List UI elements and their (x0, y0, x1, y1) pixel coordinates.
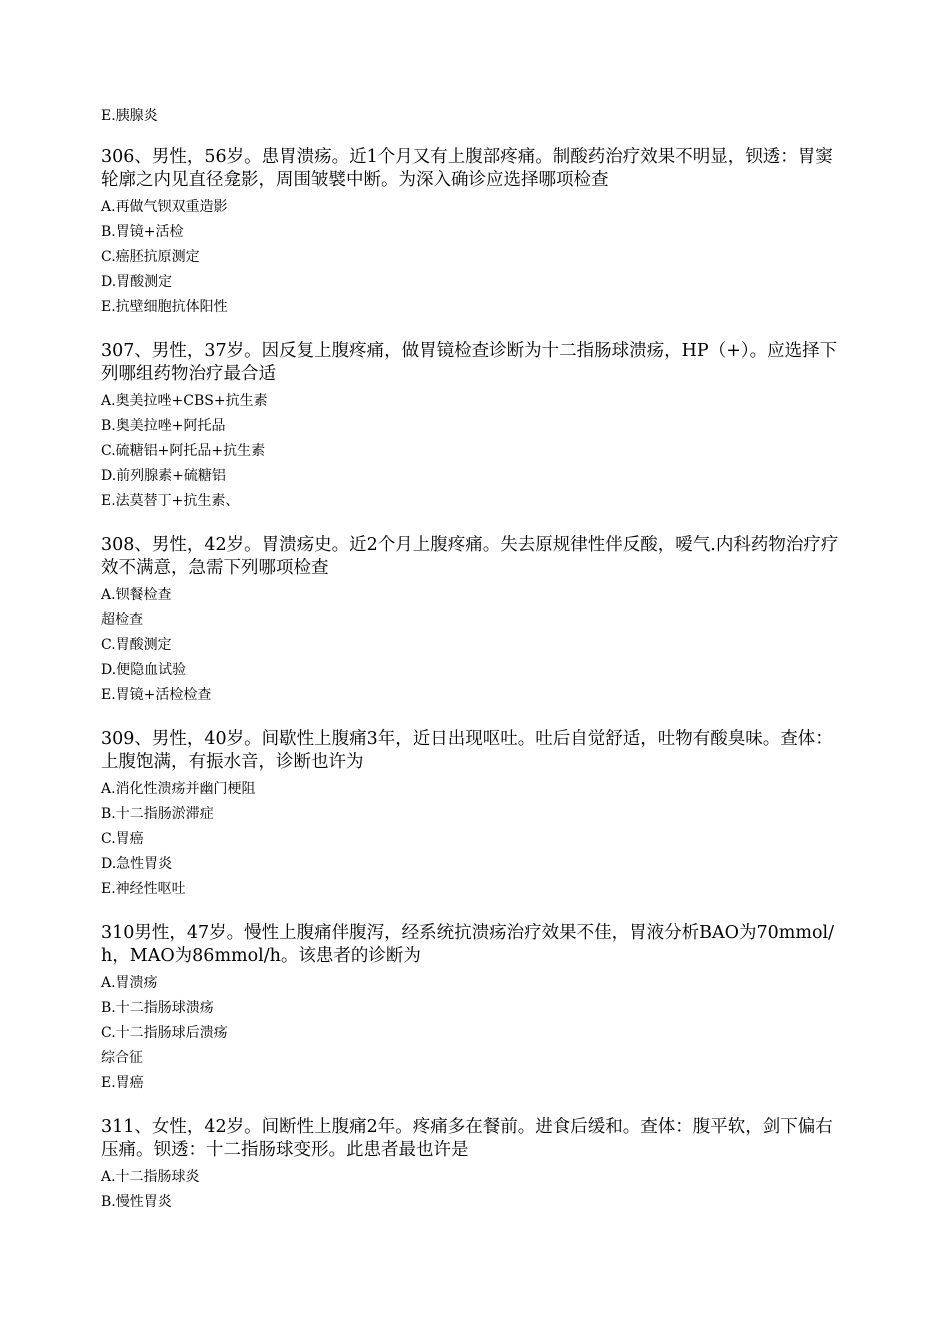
option-b: B.奥美拉唑+阿托品 (101, 418, 226, 434)
option-d: D.胃酸测定 (101, 274, 173, 290)
question-stem: 307、男性，37岁。因反复上腹疼痛，做胃镜检查诊断为十二指肠球溃疡，HP（+）。应选择下列哪组药物治疗最合适 (101, 341, 838, 384)
option-list (101, 971, 841, 1096)
option-e: E.法莫替丁+抗生素、 (101, 493, 240, 509)
option-b: B.十二指肠淤滞症 (101, 806, 214, 822)
option-a: A.十二指肠球炎 (101, 1169, 200, 1185)
question-311 (101, 1116, 841, 1215)
option-e: E.胃癌 (101, 1075, 144, 1091)
option-c: C.十二指肠球后溃疡 (101, 1025, 228, 1041)
question-306 (101, 146, 841, 320)
question-310 (101, 922, 841, 1096)
option-d: D.便隐血试验 (101, 662, 187, 678)
document-page (101, 106, 841, 1215)
option-list (101, 195, 841, 320)
option-b: B.十二指肠球溃疡 (101, 1000, 214, 1016)
question-308 (101, 534, 841, 708)
option-c: C.癌胚抗原测定 (101, 249, 200, 265)
option-d: D.急性胃炎 (101, 856, 173, 872)
option-list (101, 389, 841, 514)
leading-option: E.胰腺炎 (101, 108, 158, 124)
option-a: A.胃溃疡 (101, 975, 158, 991)
option-a: A.消化性溃疡并幽门梗阻 (101, 781, 256, 797)
option-a: A.奥美拉唑+CBS+抗生素 (101, 393, 268, 409)
option-list (101, 583, 841, 708)
option-list (101, 1165, 841, 1215)
option-b: 超检查 (101, 612, 143, 628)
option-b: B.慢性胃炎 (101, 1194, 172, 1210)
option-c: C.胃癌 (101, 831, 144, 847)
question-stem: 311、女性，42岁。间断性上腹痛2年。疼痛多在餐前。进食后缓和。查体：腹平软，剑下偏右压痛。钡透：十二指肠球变形。此患者最也许是 (101, 1117, 833, 1160)
option-a: A.钡餐检查 (101, 587, 172, 603)
option-b: B.胃镜+活检 (101, 224, 184, 240)
option-c: C.硫糖铝+阿托品+抗生素 (101, 443, 266, 459)
option-list (101, 777, 841, 902)
option-e: E.胃镜+活检检查 (101, 687, 212, 703)
question-stem: 306、男性，56岁。患胃溃疡。近1个月又有上腹部疼痛。制酸药治疗效果不明显，钡透：胃窦轮廓之内见直径龛影，周围皱襞中断。为深入确诊应选择哪项检查 (101, 147, 833, 190)
option-e: E.神经性呕吐 (101, 881, 186, 897)
question-309 (101, 728, 841, 902)
question-stem: 310男性，47岁。慢性上腹痛伴腹泻，经系统抗溃疡治疗效果不佳，胃液分析BAO为70mmol/h，MAO为86mmol/h。该患者的诊断为 (101, 923, 834, 966)
option-d: 综合征 (101, 1050, 143, 1066)
question-stem: 309、男性，40岁。间歇性上腹痛3年，近日出现呕吐。吐后自觉舒适，吐物有酸臭味。查体：上腹饱满，有振水音，诊断也许为 (101, 729, 833, 772)
question-307 (101, 340, 841, 514)
option-a: A.再做气钡双重造影 (101, 199, 228, 215)
option-c: C.胃酸测定 (101, 637, 172, 653)
option-d: D.前列腺素+硫糖铝 (101, 468, 226, 484)
option-e: E.抗壁细胞抗体阳性 (101, 299, 228, 315)
question-stem: 308、男性，42岁。胃溃疡史。近2个月上腹疼痛。失去原规律性伴反酸，嗳气.内科药物治疗疗效不满意，急需下列哪项检查 (101, 535, 839, 578)
